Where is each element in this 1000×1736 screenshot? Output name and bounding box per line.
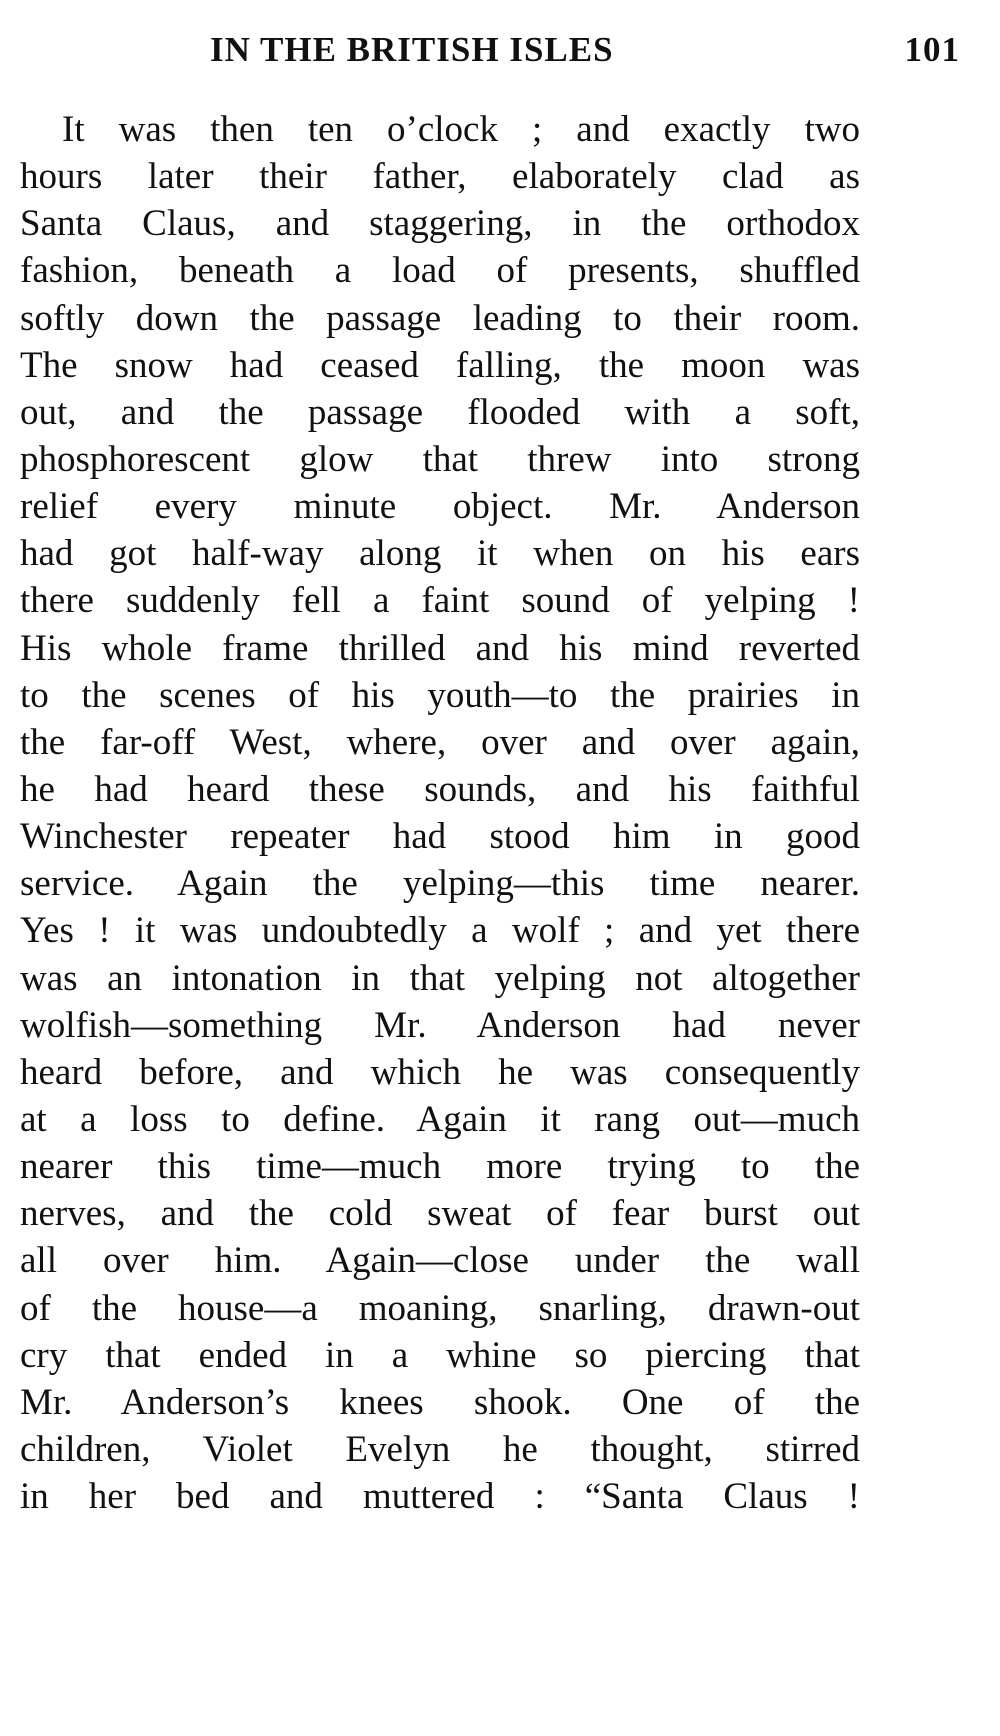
text-line: had got half-way along it when on his ears bbox=[20, 533, 860, 575]
text-line: was an intonation in that yelping not altogether bbox=[20, 957, 860, 999]
text-line: It was then ten o’clock ; and exactly two bbox=[62, 109, 860, 150]
text-line: service. Again the yelping—this time nearer. bbox=[20, 863, 860, 905]
text-line: of the house—a moaning, snarling, drawn-out bbox=[20, 1287, 860, 1329]
text-line: The snow had ceased falling, the moon was bbox=[20, 344, 860, 386]
text-line: the far-off West, where, over and over again, bbox=[20, 721, 860, 763]
page-number: 101 bbox=[904, 30, 960, 69]
text-line: children, Violet Evelyn he thought, stirred bbox=[20, 1428, 860, 1470]
text-line: Yes ! it was undoubtedly a wolf ; and yet there bbox=[20, 910, 860, 952]
text-line: Mr. Anderson’s knees shook. One of the bbox=[20, 1381, 860, 1423]
text-line: there suddenly fell a faint sound of yelping ! bbox=[20, 580, 860, 622]
text-line: phosphorescent glow that threw into strong bbox=[20, 438, 860, 480]
text-line: to the scenes of his youth—to the prairies in bbox=[20, 674, 860, 716]
text-line: at a loss to define. Again it rang out—much bbox=[20, 1098, 860, 1140]
text-line: His whole frame thrilled and his mind reverted bbox=[20, 627, 860, 669]
text-line: in her bed and muttered : “Santa Claus ! bbox=[20, 1476, 860, 1518]
text-line: nerves, and the cold sweat of fear burst out bbox=[20, 1193, 860, 1235]
text-line: Winchester repeater had stood him in good bbox=[20, 816, 860, 858]
text-line: wolfish—something Mr. Anderson had never bbox=[20, 1004, 860, 1046]
text-line: fashion, beneath a load of presents, shuffled bbox=[20, 250, 860, 292]
text-line: hours later their father, elaborately clad as bbox=[20, 156, 860, 198]
text-line: relief every minute object. Mr. Anderson bbox=[20, 486, 860, 528]
text-line: cry that ended in a whine so piercing that bbox=[20, 1334, 860, 1376]
text-line: out, and the passage flooded with a soft, bbox=[20, 391, 860, 433]
text-line: softly down the passage leading to their room. bbox=[20, 297, 860, 339]
text-line: nearer this time—much more trying to the bbox=[20, 1146, 860, 1188]
text-line: he had heard these sounds, and his faithful bbox=[20, 768, 860, 810]
text-line: all over him. Again—close under the wall bbox=[20, 1240, 860, 1282]
body-paragraph bbox=[20, 106, 860, 1520]
text-line: heard before, and which he was consequently bbox=[20, 1051, 860, 1093]
text-line: Santa Claus, and staggering, in the orthodox bbox=[20, 203, 860, 245]
running-header bbox=[20, 30, 960, 80]
running-title: IN THE BRITISH ISLES bbox=[210, 30, 614, 69]
